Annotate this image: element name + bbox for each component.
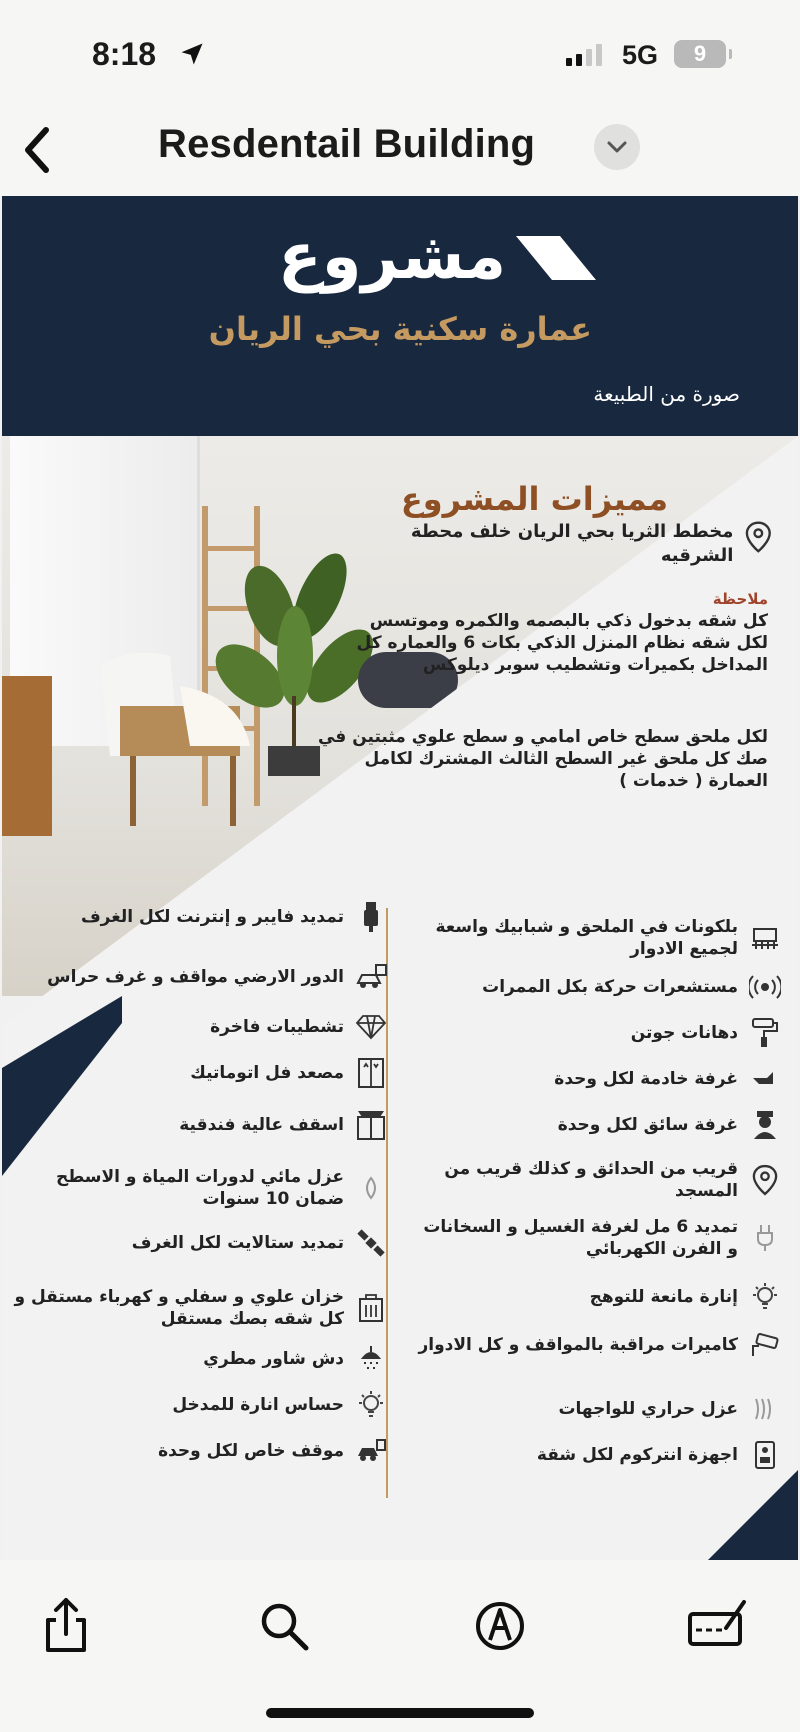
share-icon[interactable] bbox=[34, 1594, 98, 1658]
feature-item: تمديد ستالايت لكل الغرف bbox=[8, 1226, 388, 1260]
feature-item: عزل حراري للواجهات bbox=[410, 1392, 782, 1426]
location-row bbox=[352, 520, 772, 568]
feature-item: خزان علوي و سفلي و كهرباء مستقل و كل شقه بصك مستقل bbox=[8, 1286, 388, 1330]
feature-item: قريب من الحدائق و كذلك قريب من المسجد bbox=[410, 1158, 782, 1202]
navigation-bar bbox=[0, 108, 800, 196]
roof-text: لكل ملحق سطح خاص امامي و سطح علوي مثبتين في صك كل ملحق غير السطح الثالث المشترك لكامل العمارة ( خدمات ) bbox=[317, 727, 768, 791]
signal-icon bbox=[566, 44, 602, 66]
ceiling-icon bbox=[354, 1108, 388, 1142]
security-camera-icon bbox=[748, 1328, 782, 1362]
feature-item: الدور الارضي مواقف و غرف حراس bbox=[8, 960, 388, 994]
motion-sensor-icon bbox=[748, 970, 782, 1004]
document-title[interactable]: Resdentail Building bbox=[158, 122, 536, 166]
markup-icon[interactable] bbox=[468, 1594, 532, 1658]
feature-item: غرفة خادمة لكل وحدة bbox=[410, 1062, 782, 1096]
feature-item: إنارة مانعة للتوهج bbox=[410, 1280, 782, 1314]
feature-item: اسقف عالية فندقية bbox=[8, 1108, 388, 1142]
home-indicator bbox=[266, 1708, 534, 1718]
paint-roller-icon bbox=[748, 1016, 782, 1050]
feature-item: مصعد فل اتوماتيك bbox=[8, 1056, 388, 1090]
parking-icon bbox=[354, 960, 388, 994]
status-bar bbox=[0, 0, 800, 108]
status-time: 8:18 bbox=[92, 36, 157, 72]
light-sensor-icon bbox=[354, 1388, 388, 1422]
feature-item: تمديد فايبر و إنترنت لكل الغرف bbox=[8, 900, 388, 934]
title-menu-button[interactable] bbox=[594, 124, 640, 170]
thermal-insulation-icon bbox=[748, 1392, 782, 1426]
note-text: كل شقه بدخول ذكي بالبصمه والكمره وموتسس لكل شقه نظام المنزل الذكي بكات 6 والعماره كل المداخل بكميرات وتشطيب سوبر ديلوكس bbox=[356, 611, 768, 675]
feature-item: غرفة سائق لكل وحدة bbox=[410, 1108, 782, 1142]
map-pin-icon bbox=[748, 1163, 782, 1197]
side-table-image bbox=[2, 676, 52, 836]
back-chevron-icon[interactable] bbox=[14, 118, 62, 182]
bottom-toolbar bbox=[0, 1560, 800, 1732]
feature-item: تشطيبات فاخرة bbox=[8, 1010, 388, 1044]
project-subtitle: عمارة سكنية بحي الريان bbox=[208, 310, 592, 348]
feature-item: مستشعرات حركة بكل الممرات bbox=[410, 970, 782, 1004]
location-text: مخطط الثريا بحي الريان خلف محطة الشرقيه bbox=[410, 521, 734, 566]
elevator-icon bbox=[354, 1056, 388, 1090]
rain-shower-icon bbox=[354, 1342, 388, 1376]
project-logo-text: مشروع bbox=[278, 220, 507, 294]
car-parking-icon bbox=[354, 1434, 388, 1468]
location-arrow-icon bbox=[178, 40, 206, 68]
feature-item: تمديد 6 مل لغرفة الغسيل و السخانات و الفرن الكهربائي bbox=[410, 1216, 782, 1260]
feature-item: كاميرات مراقبة بالمواقف و كل الادوار bbox=[410, 1328, 782, 1362]
waterproof-icon bbox=[354, 1171, 388, 1205]
water-tank-icon bbox=[354, 1291, 388, 1325]
feature-item: بلكونات في الملحق و شبابيك واسعة لجميع الادوار bbox=[410, 916, 782, 960]
intercom-icon bbox=[748, 1438, 782, 1472]
feature-item: حساس انارة للمدخل bbox=[8, 1388, 388, 1422]
map-pin-icon bbox=[745, 520, 772, 554]
feature-item: موقف خاص لكل وحدة bbox=[8, 1434, 388, 1468]
document-image bbox=[0, 196, 800, 1560]
diamond-icon bbox=[354, 1010, 388, 1044]
signature-icon[interactable] bbox=[686, 1594, 750, 1658]
light-bulb-icon bbox=[748, 1280, 782, 1314]
logo-mark-icon bbox=[514, 234, 598, 282]
maid-room-icon bbox=[748, 1062, 782, 1096]
note-label: ملاحظة bbox=[712, 590, 768, 608]
doc-header bbox=[2, 196, 798, 436]
photo-note: صورة من الطبيعة bbox=[593, 382, 740, 406]
chair-image bbox=[90, 646, 260, 826]
feature-item: دش شاور مطري bbox=[8, 1342, 388, 1376]
balcony-icon bbox=[748, 921, 782, 955]
chevron-down-icon bbox=[594, 124, 640, 170]
battery-icon: 9 bbox=[674, 40, 726, 68]
driver-icon bbox=[748, 1108, 782, 1142]
feature-item: دهانات جوتن bbox=[410, 1016, 782, 1050]
features-title: مميزات المشروع bbox=[400, 480, 668, 518]
feature-item: اجهزة انتركوم لكل شقة bbox=[410, 1438, 782, 1472]
plug-icon bbox=[748, 1221, 782, 1255]
fiber-cable-icon bbox=[354, 900, 388, 934]
satellite-icon bbox=[354, 1226, 388, 1260]
search-icon[interactable] bbox=[252, 1594, 316, 1658]
network-type: 5G bbox=[622, 40, 659, 70]
feature-item: عزل مائي لدورات المياة و الاسطح ضمان 10 سنوات bbox=[8, 1166, 388, 1210]
